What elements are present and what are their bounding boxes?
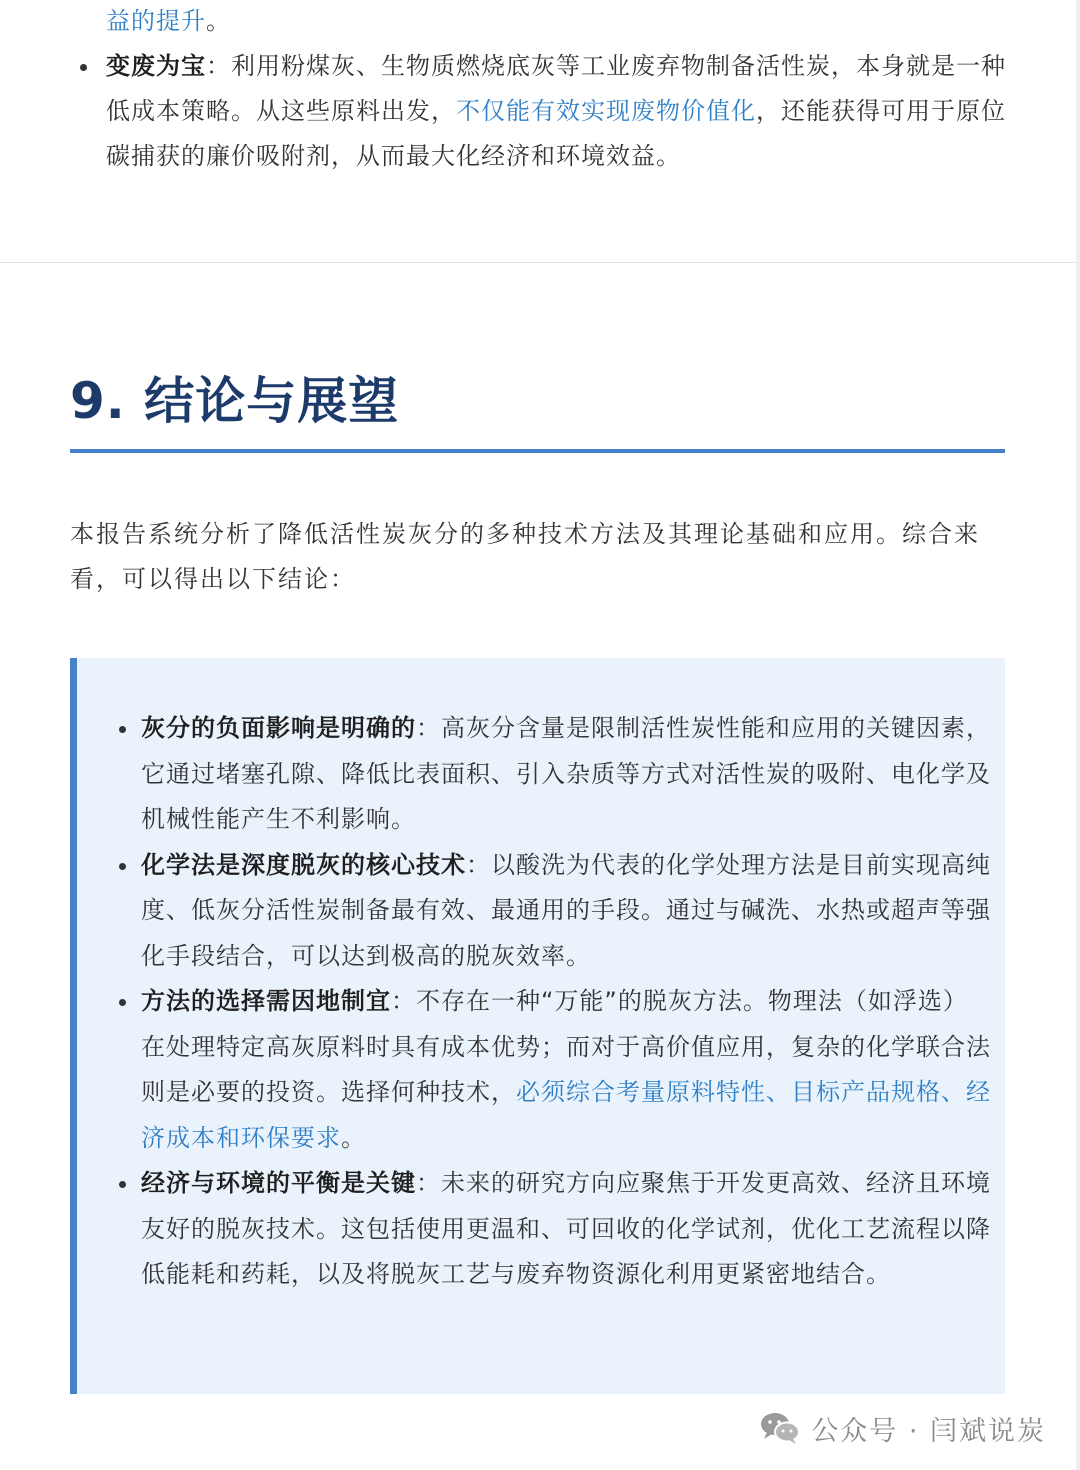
conclusion-item — [141, 706, 991, 843]
section-intro: 本报告系统分析了降低活性炭灰分的多种技术方法及其理论基础和应用。综合来看，可以得出以下结论： — [70, 520, 980, 593]
conclusion-text: ：高灰分含量是限制活性炭性能和应用的关键因素，它通过堵塞孔隙、降低比表面积、引入杂质等方式对活性炭的吸附、电化学及机械性能产生不利影响。 — [141, 714, 991, 833]
list-item — [106, 44, 1016, 179]
conclusion-heading: 方法的选择需因地制宜 — [141, 987, 391, 1015]
conclusions-callout — [70, 658, 1005, 1394]
previous-tail-highlight: 益的提升 — [106, 7, 206, 35]
item-text-after: ，还能获得可用于原位碳捕获的廉价吸附剂，从而最大化经济和环境效益。 — [106, 97, 1006, 170]
bullet-dot — [119, 863, 126, 870]
account-watermark — [759, 1406, 1046, 1450]
conclusion-item — [141, 979, 991, 1161]
bullet-dot — [119, 999, 126, 1006]
wechat-icon — [759, 1410, 801, 1446]
card-divider — [0, 262, 1076, 263]
conclusion-highlight: 必须综合考量原料特性、目标产品规格、经济成本和环保要求 — [141, 1078, 991, 1152]
previous-tail-end: 。 — [206, 7, 231, 35]
conclusion-item — [141, 1161, 991, 1298]
conclusions-list — [141, 706, 991, 1298]
item-highlight: 不仅能有效实现废物价值化 — [456, 97, 756, 125]
conclusion-heading: 经济与环境的平衡是关键 — [141, 1169, 416, 1197]
bullet-dot — [119, 726, 126, 733]
item-heading: 变废为宝 — [106, 52, 206, 80]
conclusion-text: ：未来的研究方向应聚焦于开发更高效、经济且环境友好的脱灰技术。这包括使用更温和、可回收的化学试剂，优化工艺流程以降低能耗和药耗，以及将脱灰工艺与废弃物资源化利用更紧密地结合。 — [141, 1169, 991, 1288]
conclusion-item — [141, 843, 991, 980]
previous-paragraph-tail — [106, 2, 231, 40]
previous-section-card — [0, 0, 1076, 262]
conclusion-heading: 化学法是深度脱灰的核心技术 — [141, 850, 466, 879]
page-edge — [1076, 0, 1080, 1470]
section-title: 9. 结论与展望 — [70, 372, 400, 430]
bullet-dot — [80, 64, 87, 71]
conclusion-text: ：以酸洗为代表的化学处理方法是目前实现高纯度、低灰分活性炭制备最有效、最通用的手段。通过与碱洗、水热或超声等强化手段结合，可以达到极高的脱灰效率。 — [141, 850, 991, 970]
conclusion-text: ：不存在一种“万能”的脱灰方法。物理法（如浮选）在处理特定高灰原料时具有成本优势；而对于高价值应用，复杂的化学联合法则是必要的投资。选择何种技术， — [141, 987, 991, 1106]
conclusion-text-after: 。 — [341, 1123, 366, 1152]
title-underline — [70, 449, 1005, 453]
item-text: ：利用粉煤灰、生物质燃烧底灰等工业废弃物制备活性炭，本身就是一种低成本策略。从这些原料出发， — [106, 52, 1006, 125]
watermark-text: 公众号 · 闫斌说炭 — [811, 1415, 1046, 1447]
bullet-dot — [119, 1181, 126, 1188]
conclusion-heading: 灰分的负面影响是明确的 — [141, 714, 416, 742]
